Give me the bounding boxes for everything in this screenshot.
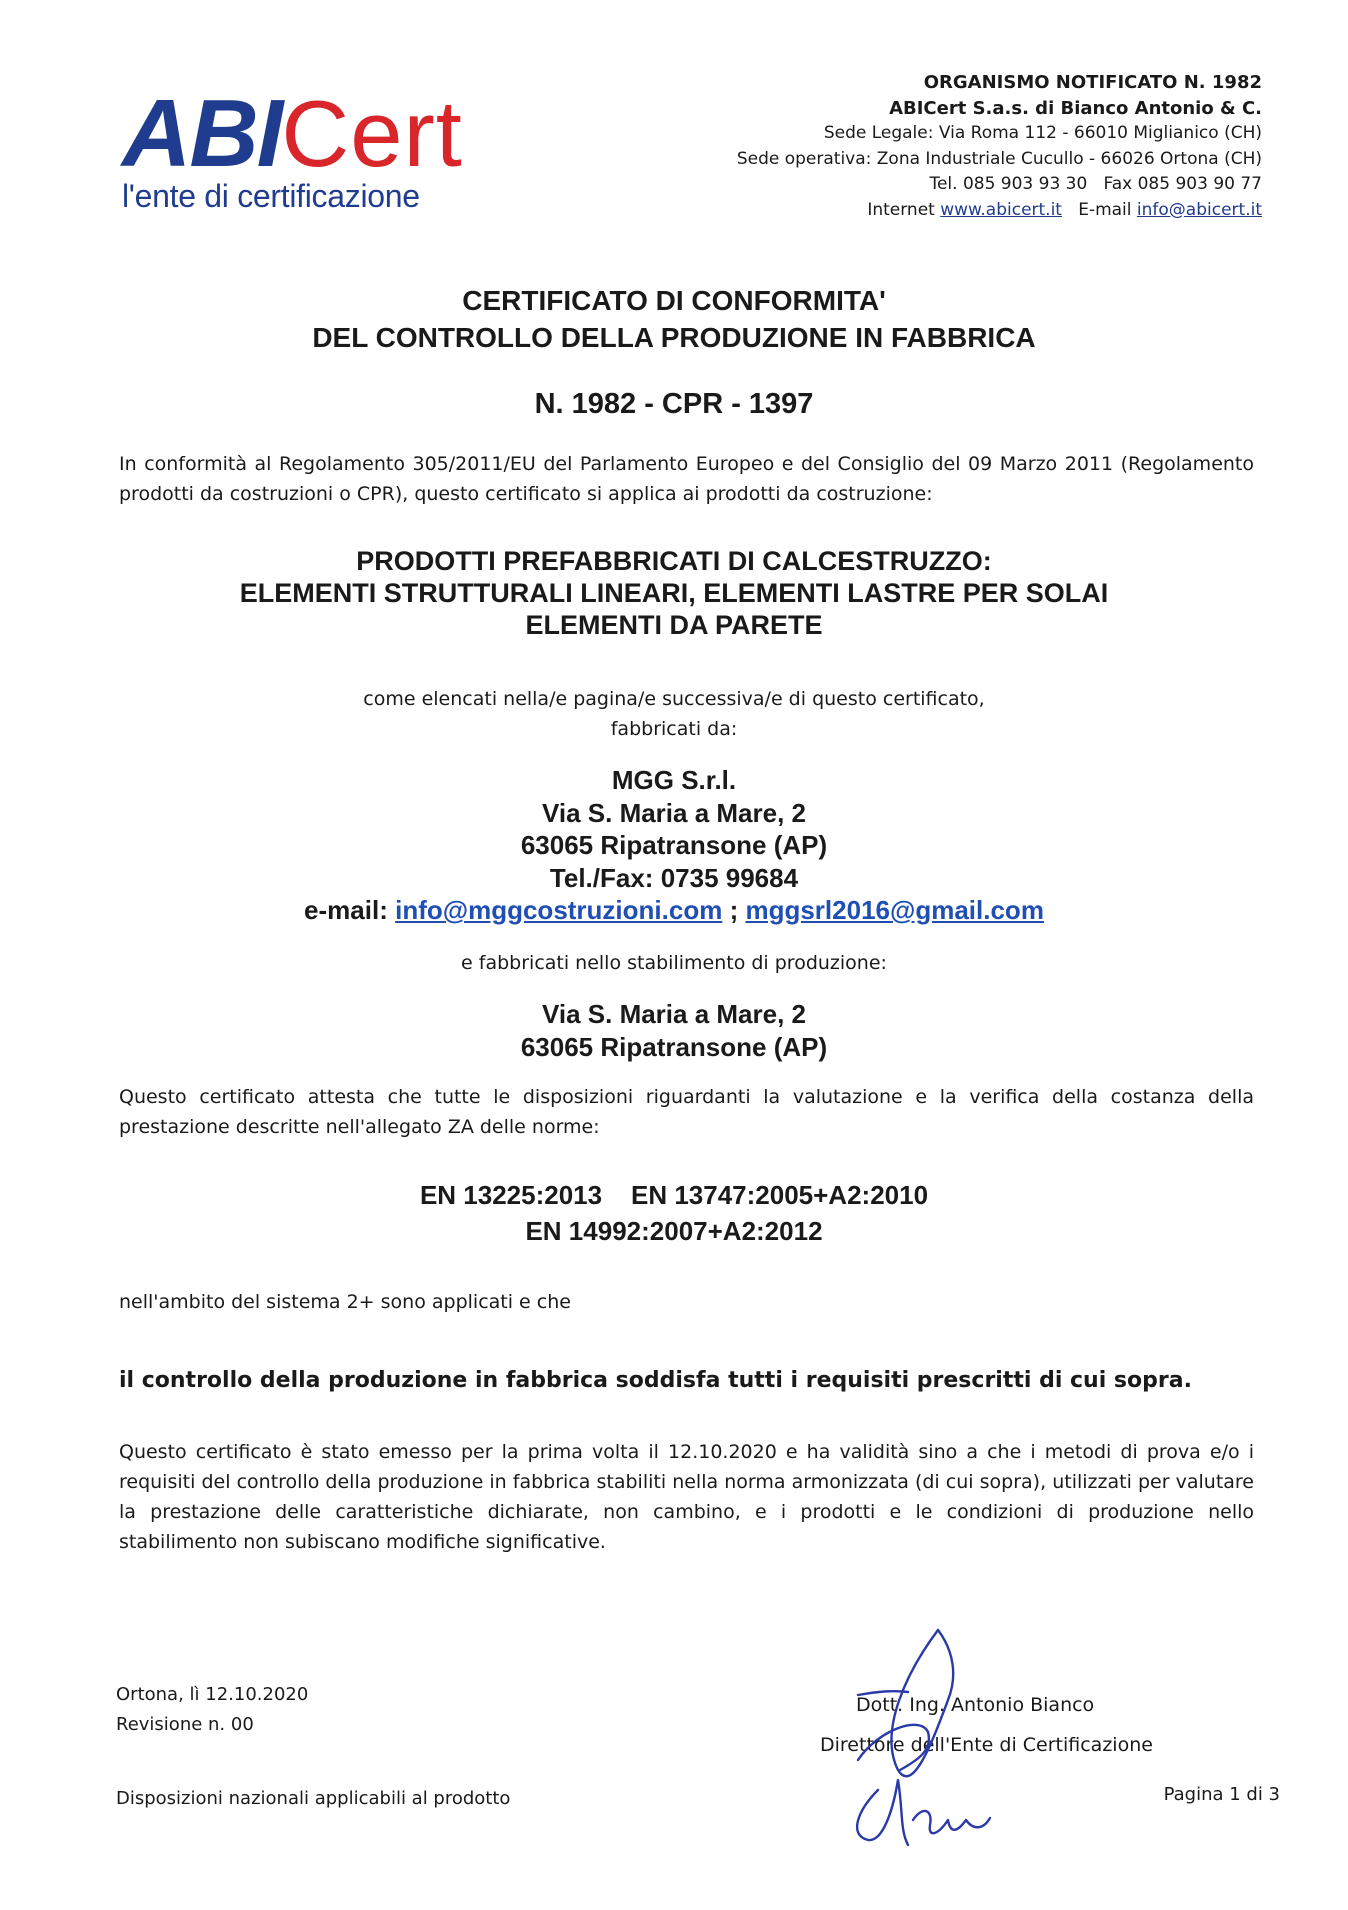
products-block: [0, 545, 1348, 641]
page-number: Pagina 1 di 3: [1163, 1784, 1280, 1805]
manufacturer-block: [0, 764, 1348, 927]
revision: Revisione n. 00: [116, 1714, 254, 1735]
handwritten-signature: [838, 1620, 1008, 1850]
certificate-title: [0, 282, 1348, 356]
norms-line-1: [0, 1177, 1348, 1213]
organismo-notificato: ORGANISMO NOTIFICATO N. 1982: [923, 72, 1262, 93]
logo-ab: ABI: [122, 80, 282, 187]
manufacturer-name: MGG S.r.l.: [611, 765, 737, 795]
logo-tagline: l'ente di certificazione: [122, 178, 420, 214]
listed-line-1: come elencati nella/e pagina/e successiva/e di questo certificato,: [363, 688, 985, 710]
sede-legale: Sede Legale: Via Roma 112 - 66010 Miglianico (CH): [823, 123, 1262, 143]
products-line-1: PRODOTTI PREFABBRICATI DI CALCESTRUZZO:: [356, 546, 992, 576]
manufacturer-email-1[interactable]: info@mggcostruzioni.com: [395, 895, 723, 925]
listed-line-2: fabbricati da:: [610, 718, 738, 740]
fpc-statement: il controllo della produzione in fabbrica soddisfa tutti i requisiti prescritti di cui sopra.: [119, 1368, 1192, 1393]
abicert-logo: [122, 80, 502, 216]
logo-wordmark: [122, 80, 463, 187]
manufacturer-email-line: [0, 894, 1348, 927]
system-text: nell'ambito del sistema 2+ sono applicati e che: [119, 1291, 571, 1313]
validity-paragraph: Questo certificato è stato emesso per la prima volta il 12.10.2020 e ha validità sino a che i metodi di prova e/o i requisiti del controllo della produzione in fabbrica stabiliti nella norma armonizzata (di cui sopra), utilizzati per valutare la prestazione delle caratteristiche dichiarate, non cambino, e i prodotti e le condizioni di produzione nello stabilimento non subiscano modifiche significative.: [119, 1441, 1254, 1553]
place-date-block: [116, 1680, 308, 1740]
manufacturer-address: Via S. Maria a Mare, 2: [542, 797, 806, 828]
intro-paragraph: In conformità al Regolamento 305/2011/EU del Parlamento Europeo e del Consiglio del 09 Marzo 2011 (Regolamento prodotti da costruzioni o CPR), questo certificato si applica ai prodotti da costruzione:: [119, 453, 1254, 505]
signer-role: Direttore dell'Ente di Certificazione: [820, 1734, 1153, 1756]
products-line-2: ELEMENTI STRUTTURALI LINEARI, ELEMENTI LASTRE PER SOLAI: [239, 578, 1109, 608]
internet-label: Internet: [867, 199, 935, 220]
norm-1: EN 13225:2013: [419, 1180, 603, 1210]
company-name: ABICert S.a.s. di Bianco Antonio & C.: [889, 97, 1262, 119]
plant-address: Via S. Maria a Mare, 2: [542, 999, 806, 1029]
header-contact-block: [737, 70, 1262, 223]
title-line-2: DEL CONTROLLO DELLA PRODUZIONE IN FABBRICA: [312, 322, 1036, 353]
attest-paragraph: Questo certificato attesta che tutte le disposizioni riguardanti la valutazione e la verifica della costanza della prestazione descritte nell'allegato ZA delle norme:: [119, 1086, 1254, 1138]
tel-fax: Tel. 085 903 93 30 Fax 085 903 90 77: [929, 174, 1262, 194]
website-link[interactable]: www.abicert.it: [940, 199, 1062, 220]
email-label: E-mail: [1078, 199, 1132, 220]
certificate-number: N. 1982 - CPR - 1397: [534, 388, 814, 420]
sede-operativa: Sede operativa: Zona Industriale Cucullo - 66026 Ortona (CH): [736, 148, 1262, 169]
manufacturer-email-2[interactable]: mggsrl2016@gmail.com: [745, 895, 1044, 925]
manufacturer-city: 63065 Ripatransone (AP): [520, 830, 828, 860]
place-date: Ortona, lì 12.10.2020: [116, 1684, 309, 1705]
disposizioni-nazionali: Disposizioni nazionali applicabili al prodotto: [116, 1788, 511, 1809]
manufacturer-email-label: e-mail:: [304, 895, 388, 925]
listed-text: [0, 684, 1348, 744]
logo-cert: Cert: [281, 81, 463, 186]
norm-3: EN 14992:2007+A2:2012: [525, 1216, 823, 1246]
norm-2: EN 13747:2005+A2:2010: [630, 1180, 929, 1210]
title-line-1: CERTIFICATO DI CONFORMITA': [462, 285, 886, 316]
internet-line: [737, 198, 1262, 224]
plant-block: [0, 998, 1348, 1063]
email-link[interactable]: info@abicert.it: [1136, 199, 1262, 220]
plant-city: 63065 Ripatransone (AP): [520, 1031, 828, 1062]
plant-intro: e fabbricati nello stabilimento di produzione:: [461, 952, 887, 974]
norms-block: [0, 1177, 1348, 1249]
manufacturer-telfax: Tel./Fax: 0735 99684: [549, 862, 799, 893]
products-line-3: ELEMENTI DA PARETE: [525, 610, 823, 640]
email-separator: ;: [729, 895, 739, 925]
signer-name: Dott. Ing. Antonio Bianco: [856, 1694, 1095, 1716]
